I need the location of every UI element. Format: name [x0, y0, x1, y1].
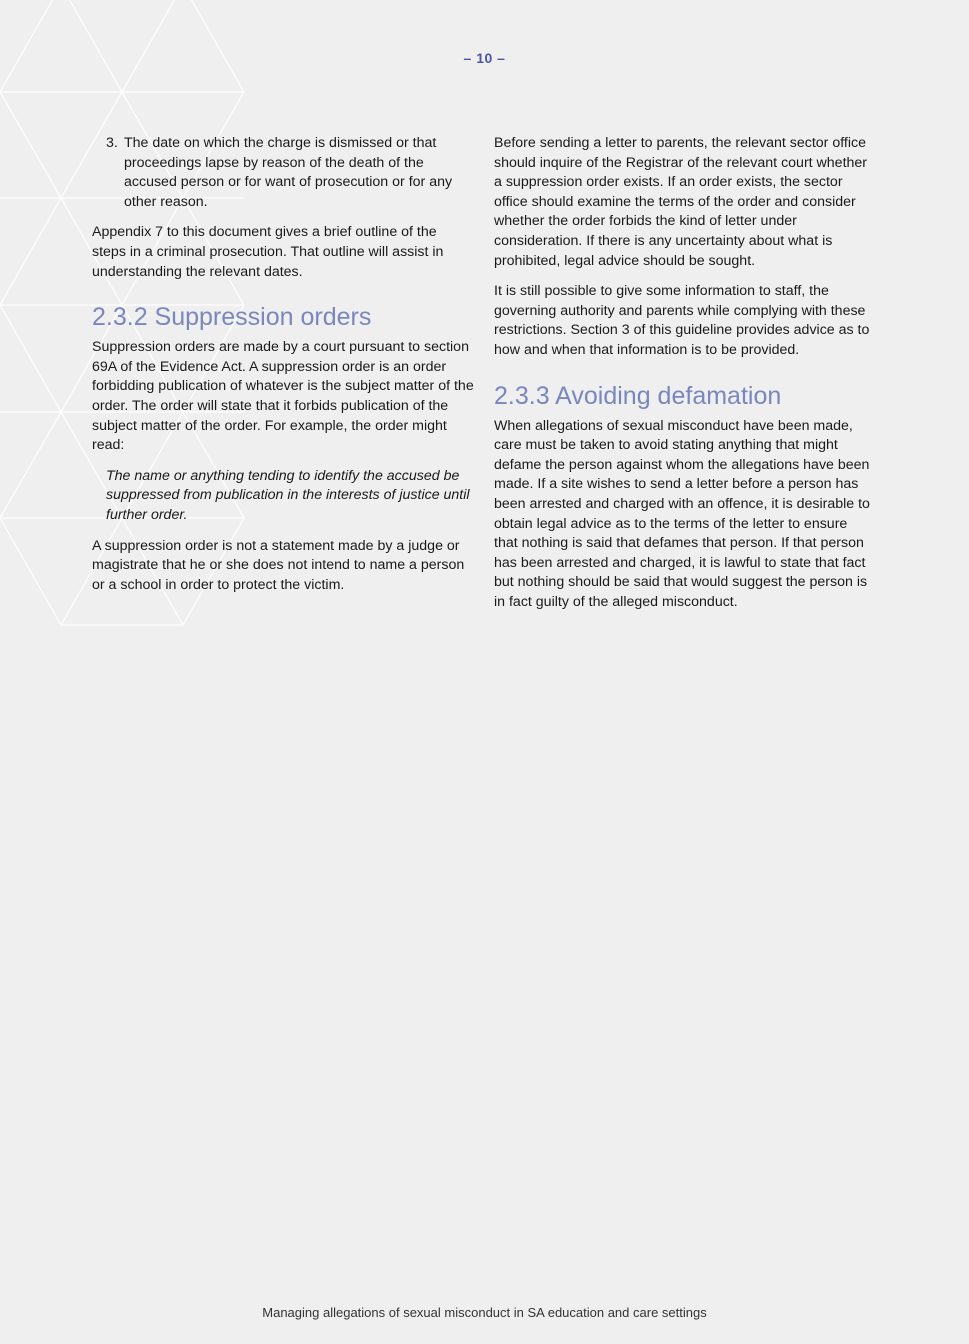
heading-avoiding-defamation: 2.3.3 Avoiding defamation	[494, 381, 782, 410]
page-number: – 10 –	[463, 50, 506, 66]
list-number: 3.	[106, 135, 118, 151]
paragraph-suppression-not-statement: A suppression order is not a statement made by a judge or magistrate that he or she does not intend to name a person or a school in order to protect the victim.	[92, 537, 465, 593]
paragraph-before-sending-letter: Before sending a letter to parents, the relevant sector office should inquire of the Registrar of the relevant court whether a suppression order exists. If an order exists, the sector office should examine the terms of the order and consider whether the order forbids the kind of letter under consideration. If there is any uncertainty about what is prohibited, legal advice should be sought.	[494, 135, 868, 269]
list-text: The date on which the charge is dismissed or that proceedings lapse by reason of the death of the accused person or for want of prosecution or for any other reason.	[124, 135, 453, 210]
paragraph-defamation: When allegations of sexual misconduct have been made, care must be taken to avoid stating anything that might defame the person against whom the allegations have been made. If a site wishes to send a letter before a person has been arrested and charged with an offence, it is desirable to obtain legal advice as to the terms of the letter to ensure that nothing is said that defames that person. If that person has been arrested and charged, it is lawful to state that fact but nothing should be said that would suggest the person is in fact guilty of the alleged misconduct.	[494, 417, 870, 610]
paragraph-appendix: Appendix 7 to this document gives a brief outline of the steps in a criminal prosecution. That outline will assist in understanding the relevant dates.	[92, 224, 444, 280]
list-item	[106, 134, 474, 212]
heading-suppression-orders: 2.3.2 Suppression orders	[92, 303, 372, 332]
paragraph-information-to-staff: It is still possible to give some information to staff, the governing authority and parents while complying with these restrictions. Section 3 of this guideline provides advice as to how and when that information is to be provided.	[494, 283, 870, 358]
paragraph-suppression-definition: Suppression orders are made by a court pursuant to section 69A of the Evidence Act. A suppression order is an order forbidding publication of whatever is the subject matter of the order. The order will state that it forbids publication of the subject matter of the order. For example, the order might read:	[92, 339, 474, 454]
right-column	[494, 134, 874, 623]
quote-example-order: The name or anything tending to identify the accused be suppressed from publication in the interests of justice until further order.	[106, 467, 470, 523]
footer-document-title: Managing allegations of sexual misconduct in SA education and care settings	[262, 1305, 707, 1320]
left-column	[92, 134, 474, 606]
